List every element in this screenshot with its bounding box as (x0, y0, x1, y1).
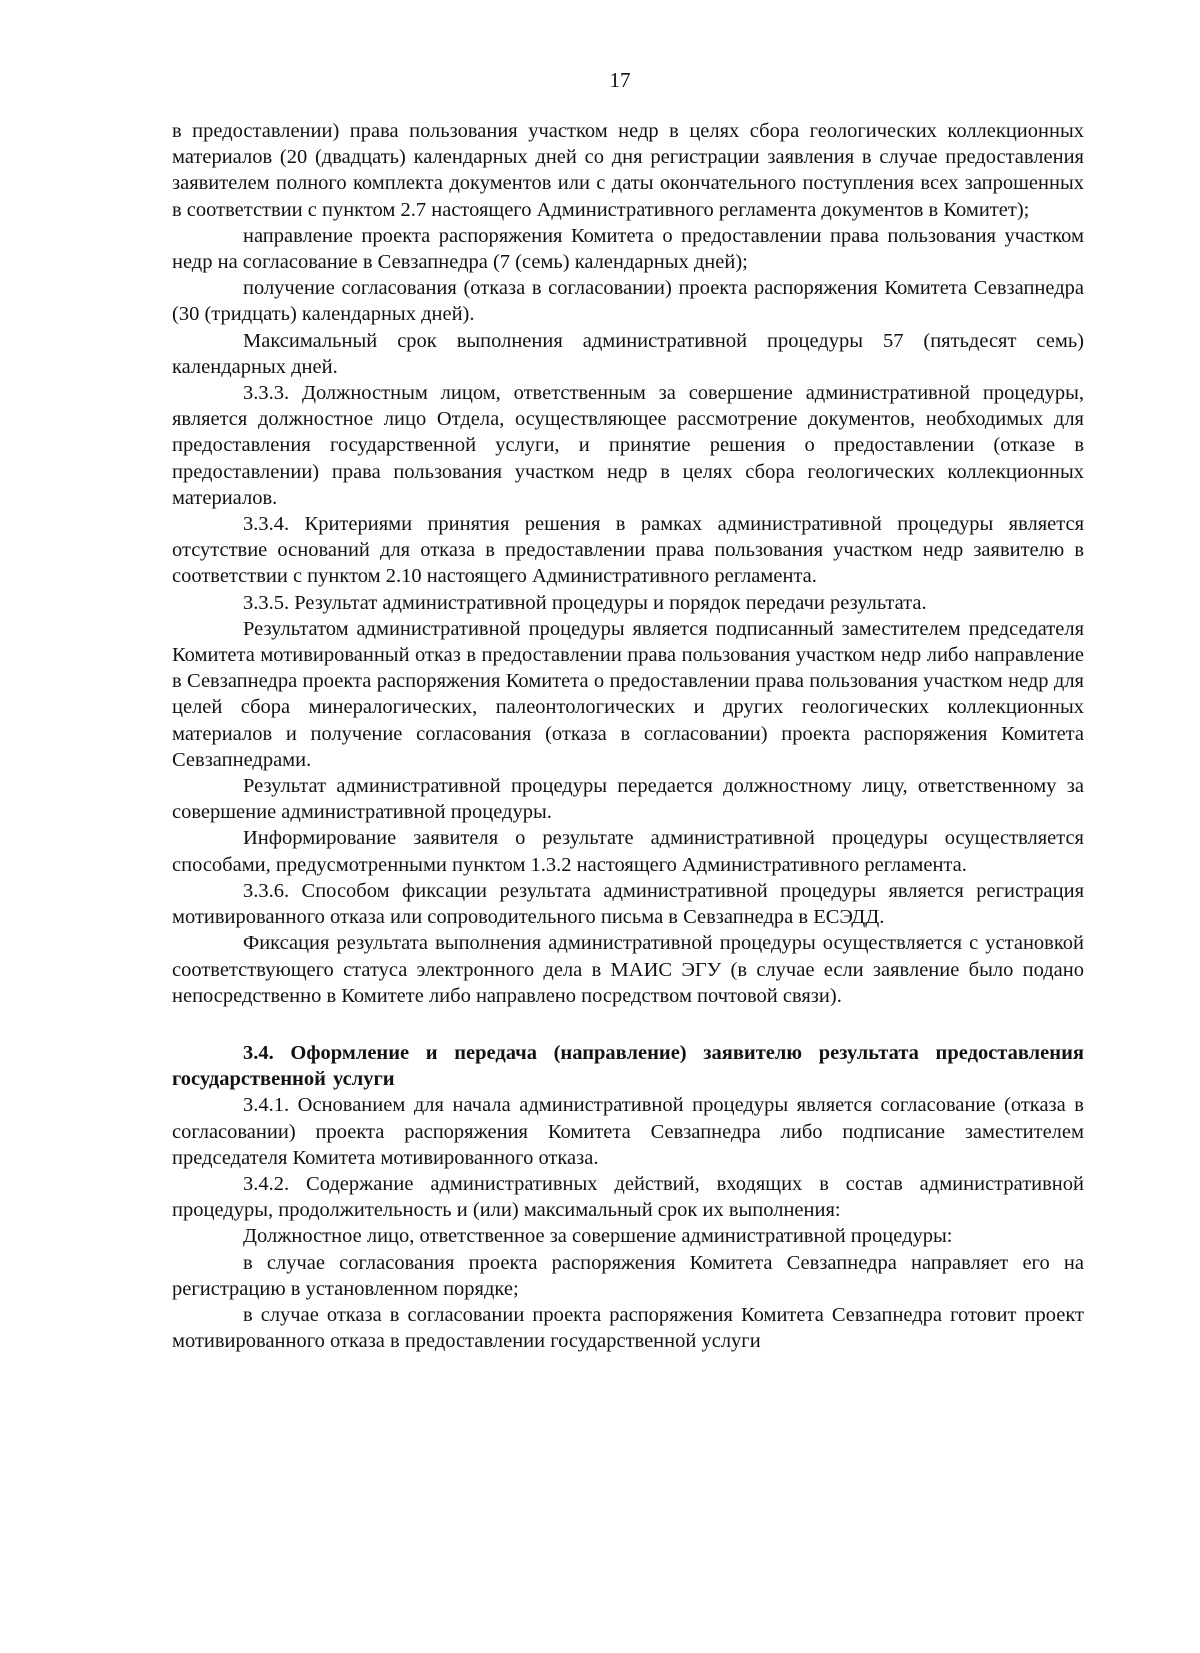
paragraph-continuation: в предоставлении) права пользования участком недр в целях сбора геологических коллекционных материалов (20 (двадцать) календарных дней со дня регистрации заявления в случае предоставления заявителем полного комплекта документов или с даты окончательного поступления всех запрошенных в соответствии с пунктом 2.7 настоящего Административного регламента документов в Комитет); (172, 120, 1084, 221)
section-gap (172, 1009, 1084, 1040)
paragraph-3-4-1: 3.4.1. Основанием для начала административной процедуры является согласование (отказа в согласовании) проекта распоряжения Комитета Севзапнедра либо подписание заместителем председателя Комитета мотивированного отказа. (172, 1094, 1084, 1169)
paragraph: Максимальный срок выполнения административной процедуры 57 (пятьдесят семь) календарных дней. (172, 329, 1084, 378)
paragraph-3-3-3: 3.3.3. Должностным лицом, ответственным за совершение административной процедуры, является должностное лицо Отдела, осуществляющее рассмотрение документов, необходимых для предоставления государственной услуги, и принятие решения о предоставлении (отказе в предоставлении) права пользования участком недр в целях сбора геологических коллекционных материалов. (172, 382, 1084, 509)
paragraph: Результат административной процедуры передается должностному лицу, ответственному за совершение административной процедуры. (172, 775, 1084, 824)
paragraph: Информирование заявителя о результате административной процедуры осуществляется способами, предусмотренными пунктом 1.3.2 настоящего Административного регламента. (172, 827, 1084, 876)
paragraph-3-3-4: 3.3.4. Критериями принятия решения в рамках административной процедуры является отсутствие оснований для отказа в предоставлении права пользования участком недр заявителю в соответствии с пунктом 2.10 настоящего Административного регламента. (172, 513, 1084, 588)
paragraph: Фиксация результата выполнения административной процедуры осуществляется с установкой соответствующего статуса электронного дела в МАИС ЭГУ (в случае если заявление было подано непосредственно в Комитете либо направлено посредством почтовой связи). (172, 932, 1084, 1007)
paragraph: получение согласования (отказа в согласовании) проекта распоряжения Комитета Севзапнедра (30 (тридцать) календарных дней). (172, 277, 1084, 326)
paragraph: в случае отказа в согласовании проекта распоряжения Комитета Севзапнедра готовит проект мотивированного отказа в предоставлении государственной услуги (172, 1303, 1084, 1353)
paragraph-3-3-5: 3.3.5. Результат административной процедуры и порядок передачи результата. (243, 591, 927, 614)
document-body (172, 118, 1084, 1354)
paragraph: Должностное лицо, ответственное за совершение административной процедуры: (243, 1225, 953, 1248)
paragraph-3-3-6: 3.3.6. Способом фиксации результата административной процедуры является регистрация мотивированного отказа или сопроводительного письма в Севзапнедра в ЕСЭДД. (172, 879, 1084, 929)
paragraph: Результатом административной процедуры является подписанный заместителем председателя Комитета мотивированный отказ в предоставлении права пользования участком недр либо направление в Севзапнедра проекта распоряжения Комитета о предоставлении права пользования участком недр для целей сбора минералогических, палеонтологических и других геологических коллекционных материалов и получение согласования (отказа в согласовании) проекта распоряжения Комитета Севзапнедрами. (172, 617, 1084, 771)
paragraph: направление проекта распоряжения Комитета о предоставлении права пользования участком недр на согласование в Севзапнедра (7 (семь) календарных дней); (172, 224, 1084, 274)
section-heading-3-4: 3.4. Оформление и передача (направление) заявителю результата предоставления государственной услуги (172, 1041, 1084, 1091)
paragraph-3-4-2: 3.4.2. Содержание административных действий, входящих в состав административной процедуры, продолжительность и (или) максимальный срок их выполнения: (172, 1172, 1084, 1222)
page-number: 17 (609, 68, 631, 92)
paragraph: в случае согласования проекта распоряжения Комитета Севзапнедра направляет его на регистрацию в установленном порядке; (172, 1251, 1084, 1300)
